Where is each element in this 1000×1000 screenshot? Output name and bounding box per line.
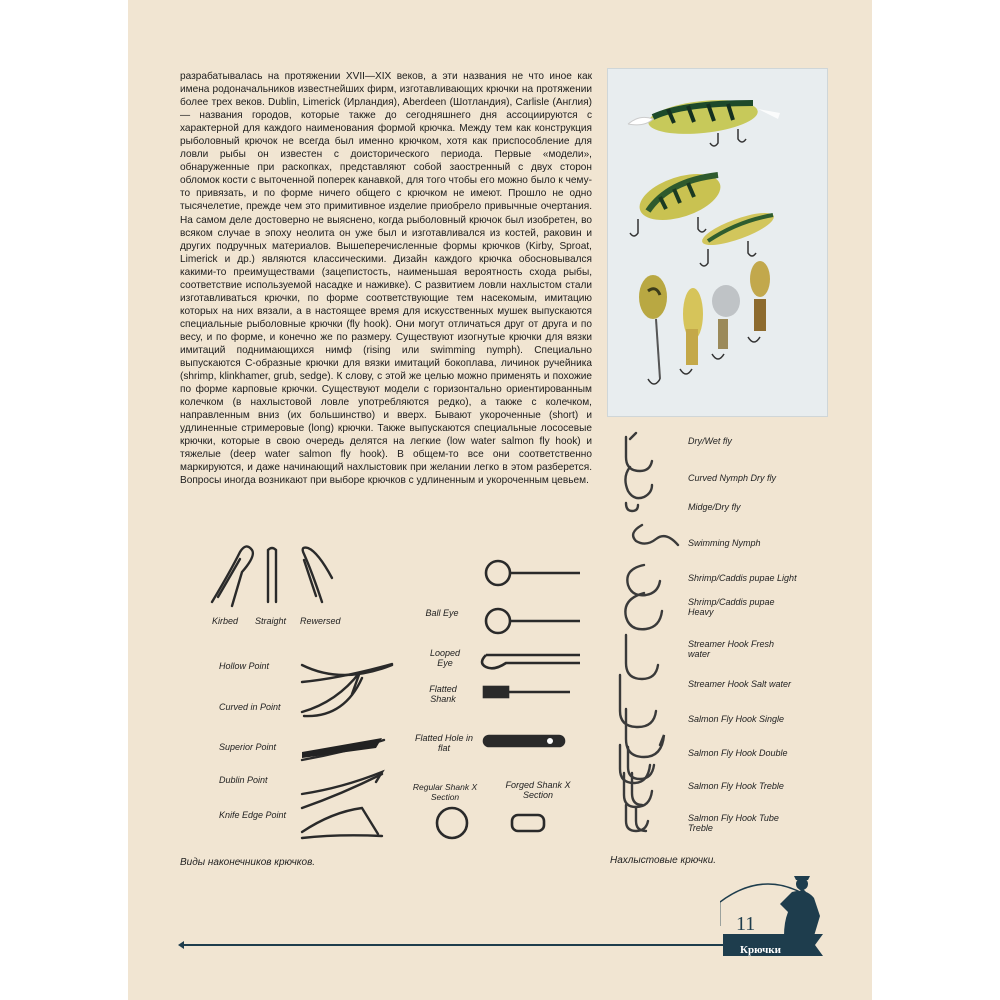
point-label: Knife Edge Point [219, 810, 287, 820]
section-label: Forged Shank X Section [505, 780, 571, 800]
body-text: разрабатывалась на протяжении XVII—XIX веков, а эти названия не что иное как имена родоначальников известнейших фирм, изготавливающих крючки на протяжении более трех веков. Dublin, Limerick (Ирландия), Aberdeen (Шотландия), Carlisle (Англия) — названия городов, которые также до сегодняшнего дня ассоциируются с характерной для каждого наименования формой крючка. Между тем как конструкция рыболовный крючок не всегда был именно крючком, хотя как приспособление для ловли рыбы он известен с доисторического периода. Первые «модели», обнаруженные при раскопках, представляют собой заостренный с двух сторон обломок кости с выточенной поперек канавкой, для того чтобы его можно было к чему-то привязать, и по форме ничего общего с крючком не имеют. Прошло не одно тысячелетие, прежде чем это примитивное изделие приобрело привычные очертания. На самом деле достоверно не выяснено, когда рыболовный крючок был изобретен, во всяком случае в эпоху неолита он уже был и изготавливался из костей, раковин и других подручных материалов. Вышеперечисленные формы крючков (Kirby, Sproat, Limerick и др.) являются классическими. Дизайн каждого крючка обосновывался какими-то преимуществами (зацепистость, наименьшая вероятность схода рыбы, соответствие используемой насадке и наживке). С развитием ловли нахлыстом стали изготавливаться крючки, по форме соответствующие тем насекомым, имитацию которых на них вязали, а в настоящее время для искусственных мушек выпускаются специальные рыболовные крючки (fly hook). Они могут отличаться друг от друга и по весу, и по форме, и конечно же по размеру. Существуют изогнутые крючки для вязки имитаций поднимающихся нимф (rising или swimming nymph). Специально выпускаются С-образные крючки для вязки имитаций бокоплава, личинок ручейника (shrimp, klinkhamer, grub, sedge). К слову, с этой же целью можно применять и похожие по форме карповые крючки. Существуют модели с горизонтально ориентированным колечком (в нахлыстовой ловле употребляются редко), а также с колечком, направленным вниз (их большинство) и вверх. Бывают укороченные (short) и удлиненные стримеровые (long) крючки. Также выпускаются специальные лососевые крючки, которые в свою очередь делятся на легкие (low water salmon fly hook) и тяжелые (deep water salmon fly hook). В общем-то все они соответственно маркируются, и даже начинающий нахлыстовик при желании легко в этом разберется. Вопросы иногда возникают при выборе крючков с удлиненным и укороченным цевьем. [180, 71, 592, 487]
bend-label: Rewersed [300, 616, 341, 626]
bend-label: Kirbed [212, 616, 239, 626]
section-label: Regular Shank X Section [412, 782, 478, 802]
point-label: Dublin Point [219, 775, 268, 785]
page-number: 11 [736, 913, 756, 935]
point-label: Curved in Point [219, 702, 281, 712]
fly-hook-label: Swimming Nymph [688, 538, 761, 548]
fly-hook-label: Shrimp/Caddis pupae Heavy [688, 597, 775, 617]
eye-label: Flatted Hole in flat [414, 733, 474, 753]
lures-photo [607, 68, 828, 417]
fly-hook-label: Streamer Hook Salt water [688, 679, 792, 689]
eye-label: Looped Eye [429, 648, 461, 668]
fly-hooks-drawings [606, 425, 682, 845]
fly-hook-label: Shrimp/Caddis pupae Light [688, 573, 797, 583]
point-label: Superior Point [219, 742, 277, 752]
fly-hook-label: Salmon Fly Hook Tube Treble [688, 813, 779, 833]
left-caption: Виды наконечников крючков. [180, 857, 316, 868]
point-label: Hollow Point [219, 661, 270, 671]
fly-hook-label: Curved Nymph Dry fly [688, 473, 777, 483]
eye-label: Flatted Shank [429, 684, 457, 704]
fly-hook-label: Salmon Fly Hook Single [688, 714, 785, 724]
section-title: Крючки [740, 944, 781, 956]
fly-hook-label: Midge/Dry fly [688, 502, 741, 512]
fly-hook-label: Salmon Fly Hook Double [688, 748, 788, 758]
eye-label: Ball Eye [425, 608, 459, 618]
fly-hook-label: Salmon Fly Hook Treble [688, 781, 784, 791]
fly-hook-label: Streamer Hook Fresh water [688, 639, 775, 659]
bend-label: Straight [255, 616, 287, 626]
fly-hook-label: Dry/Wet fly [688, 436, 732, 446]
right-caption: Нахлыстовые крючки. [610, 855, 717, 866]
